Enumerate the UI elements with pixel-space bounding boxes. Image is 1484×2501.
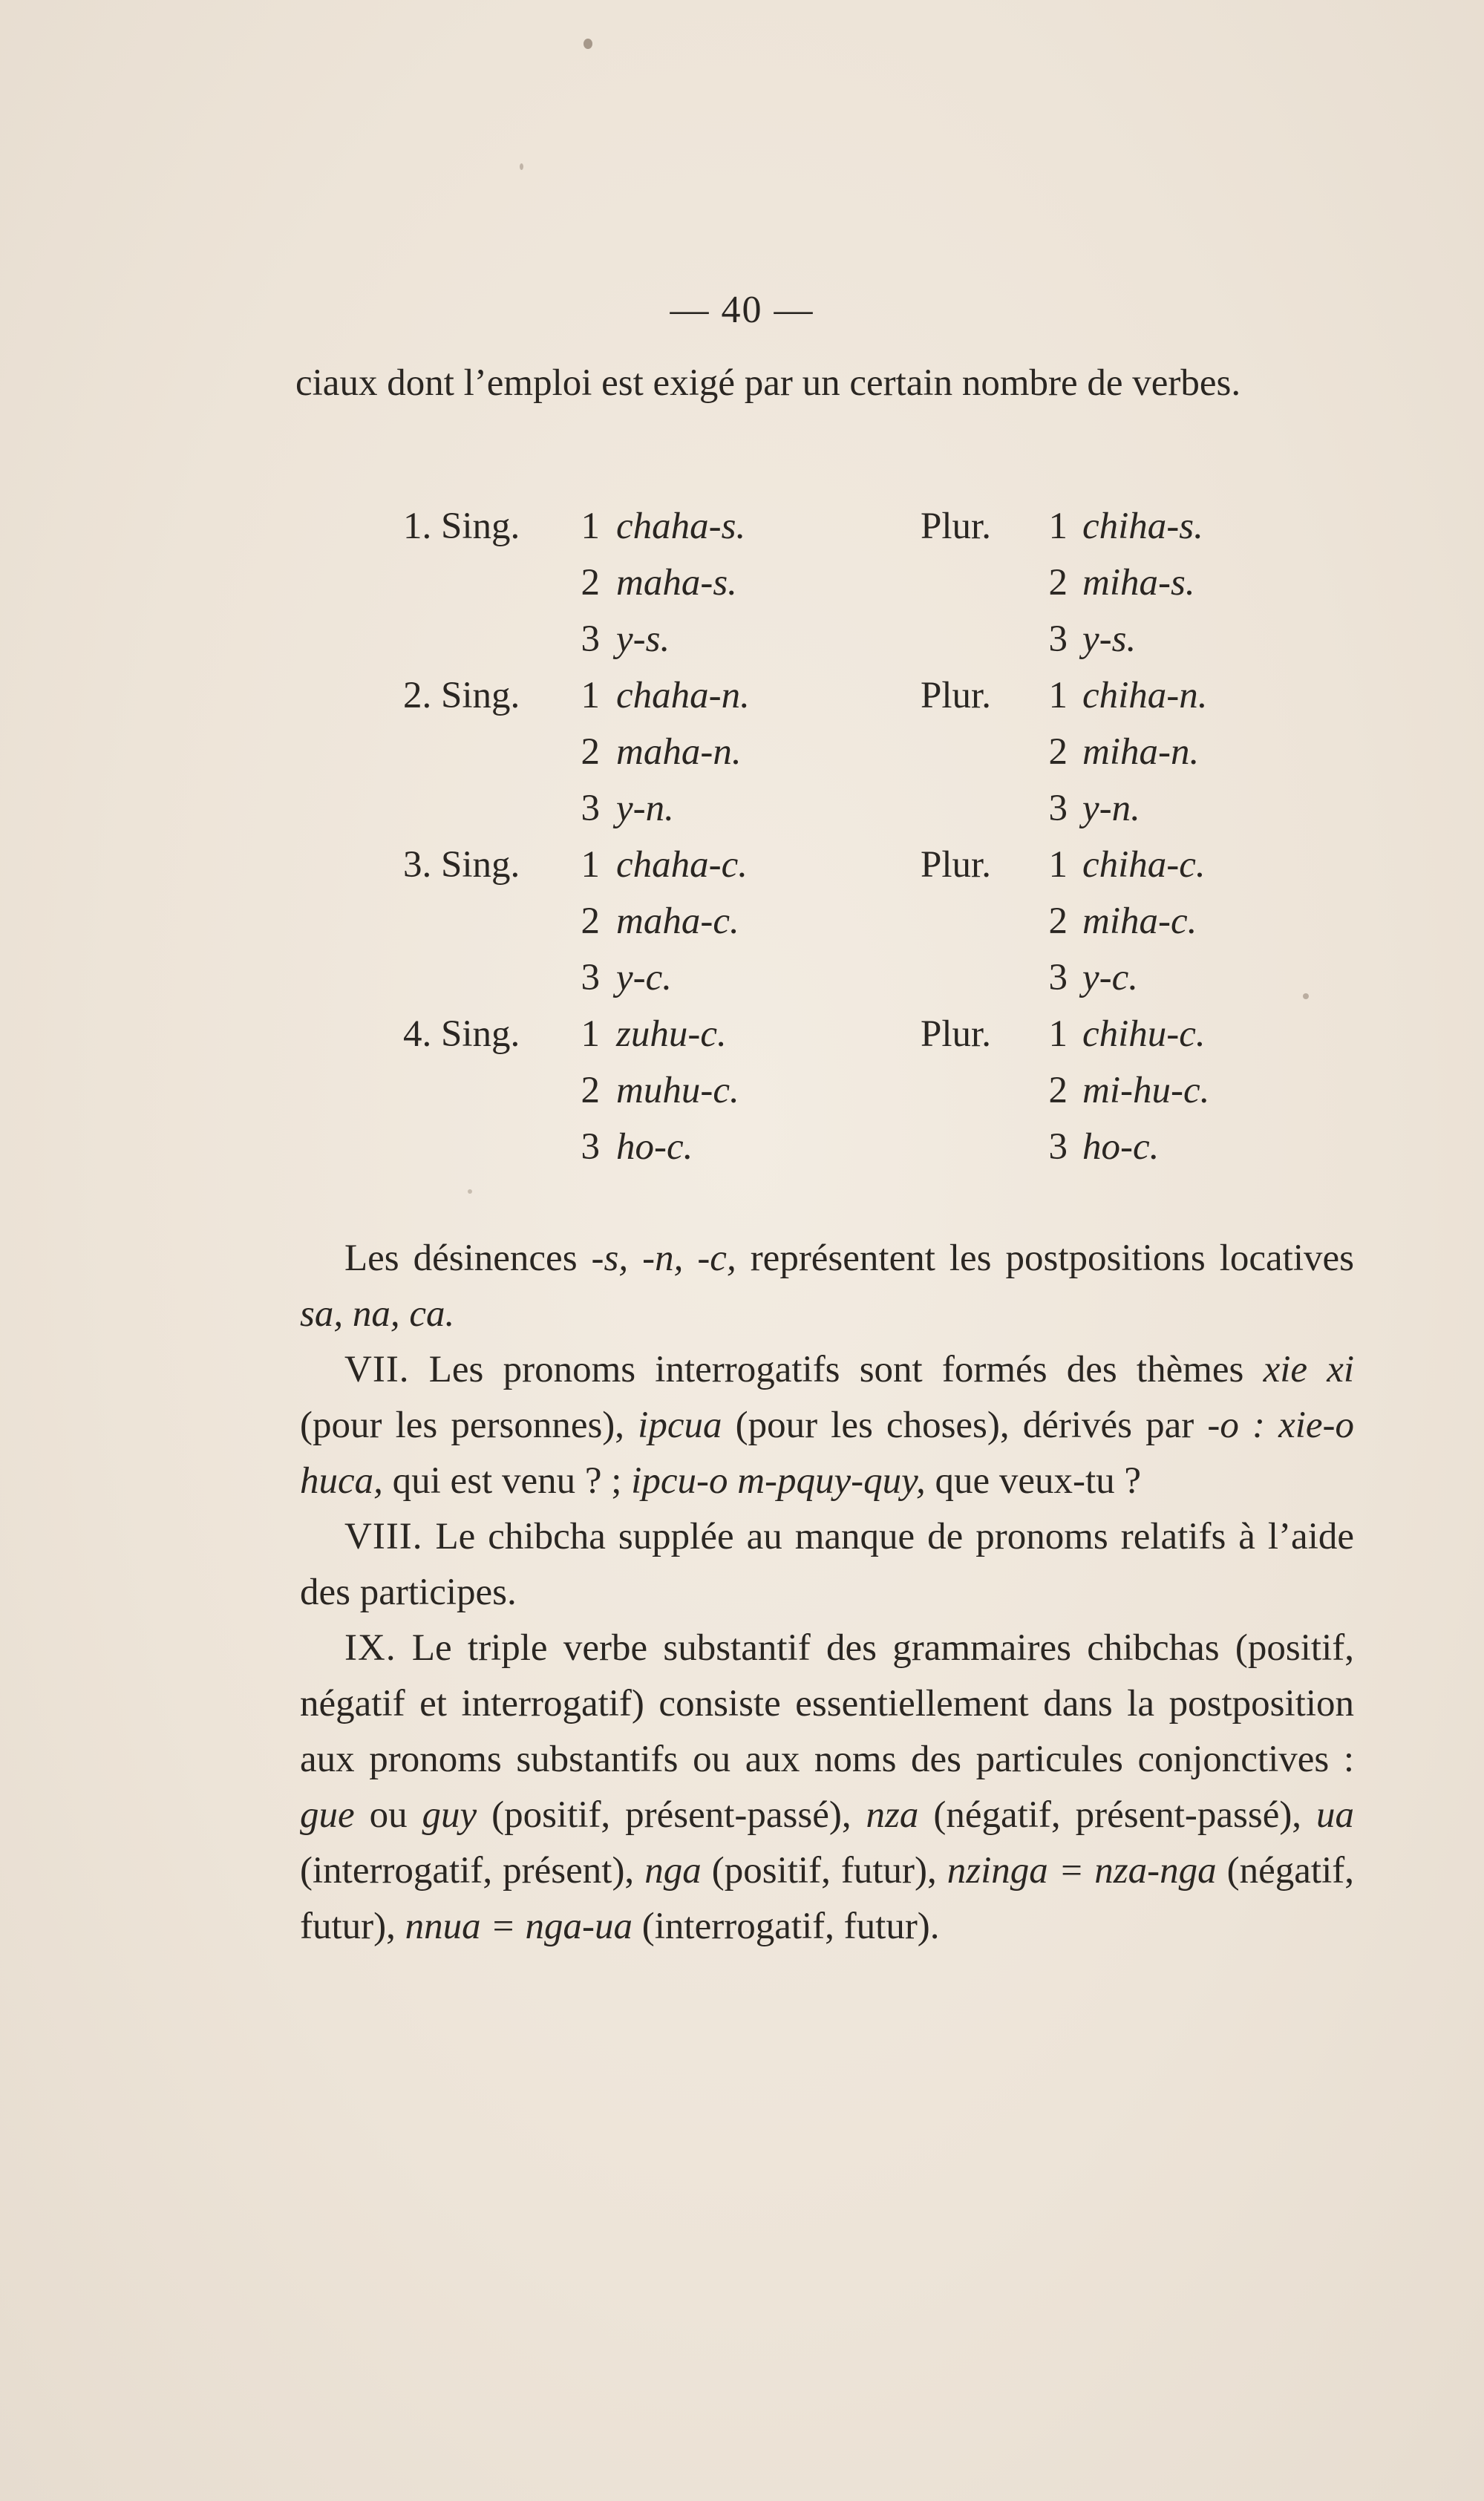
singular-form: y-c. [616, 957, 673, 998]
plural-form: y-s. [1082, 618, 1137, 660]
singular-person: 2 [581, 900, 600, 942]
plural-person: 2 [1048, 1070, 1068, 1111]
ink-speck [584, 39, 592, 49]
text-run: Les pronoms interrogatifs sont formés des thèmes [409, 1349, 1264, 1390]
plural-person: 2 [1048, 562, 1068, 604]
plural-form: chiha-n. [1082, 675, 1208, 716]
singular-form: y-s. [616, 618, 670, 660]
text-run: représentent les postpositions locatives [736, 1238, 1354, 1279]
plural-person: 1 [1048, 506, 1068, 547]
italic-term: ipcu-o m-pquy-quy, [631, 1460, 926, 1502]
text-run: qui est venu ? ; [382, 1460, 632, 1502]
group-label: 4. Sing. [403, 1013, 520, 1055]
singular-person: 3 [581, 788, 600, 829]
text-run: (positif, futur), [701, 1850, 947, 1892]
plural-form: miha-s. [1082, 562, 1195, 604]
ink-speck [520, 163, 523, 170]
group-label: 1. Sing. [403, 506, 520, 547]
paragraph-desinences [300, 1231, 1354, 1342]
conjugation-row [0, 900, 1484, 956]
conjugation-row [0, 787, 1484, 843]
group-label: 3. Sing. [403, 844, 520, 886]
plural-person: 1 [1048, 675, 1068, 716]
plural-person: 3 [1048, 788, 1068, 829]
plural-label: Plur. [921, 844, 991, 886]
plural-person: 3 [1048, 957, 1068, 998]
conjugation-row [0, 505, 1484, 561]
conjugation-row [0, 1069, 1484, 1125]
plural-label: Plur. [921, 675, 991, 716]
italic-term: gue [300, 1794, 355, 1836]
conjugation-row [0, 956, 1484, 1013]
paragraph-viii [300, 1509, 1354, 1621]
singular-form: y-n. [616, 788, 674, 829]
plural-form: mi-hu-c. [1082, 1070, 1210, 1111]
text-run: (pour les personnes), [300, 1405, 638, 1446]
italic-term: nzinga = nza-nga [947, 1850, 1217, 1892]
plural-person: 2 [1048, 900, 1068, 942]
italic-term: ua [1316, 1794, 1354, 1836]
text-run: (négatif, présent-passé), [918, 1794, 1316, 1836]
singular-form: ho-c. [616, 1126, 693, 1168]
singular-person: 2 [581, 731, 600, 773]
italic-term: guy [422, 1794, 477, 1836]
singular-form: muhu-c. [616, 1070, 739, 1111]
plural-person: 3 [1048, 1126, 1068, 1168]
singular-person: 3 [581, 957, 600, 998]
plural-person: 2 [1048, 731, 1068, 773]
singular-person: 3 [581, 618, 600, 660]
text-run: (positif, présent-passé), [477, 1794, 866, 1836]
italic-term: sa, na, ca. [300, 1293, 455, 1335]
singular-form: maha-s. [616, 562, 737, 604]
plural-form: chiha-c. [1082, 844, 1206, 886]
conjugation-row [0, 843, 1484, 900]
singular-form: chaha-c. [616, 844, 748, 886]
singular-person: 2 [581, 1070, 600, 1111]
singular-person: 1 [581, 506, 600, 547]
text-run: que veux-tu ? [925, 1460, 1142, 1502]
section-numeral: VIII. [344, 1516, 423, 1557]
text-run: Le chibcha supplée au manque de pronoms relatifs à l’aide des participes. [300, 1516, 1354, 1613]
plural-person: 3 [1048, 618, 1068, 660]
text-run: (interrogatif, futur). [633, 1906, 940, 1947]
singular-form: maha-c. [616, 900, 739, 942]
italic-term: xie xi [1263, 1349, 1355, 1390]
italic-term: nnua = nga-ua [405, 1906, 633, 1947]
text-run: ou [354, 1794, 422, 1836]
body-text [300, 1231, 1354, 1955]
singular-form: chaha-s. [616, 506, 746, 547]
singular-form: zuhu-c. [616, 1013, 727, 1055]
singular-person: 2 [581, 562, 600, 604]
italic-term: nza [866, 1794, 919, 1836]
paragraph-ix [300, 1621, 1354, 1955]
conjugation-row [0, 674, 1484, 730]
singular-person: 3 [581, 1126, 600, 1168]
conjugation-row [0, 1013, 1484, 1069]
ink-speck [468, 1189, 472, 1194]
section-numeral: VII. [344, 1349, 410, 1390]
text-run: Les désinences [344, 1238, 592, 1279]
plural-label: Plur. [921, 1013, 991, 1055]
plural-form: chiha-s. [1082, 506, 1203, 547]
plural-form: y-c. [1082, 957, 1139, 998]
page-number: — 40 — [670, 289, 814, 331]
italic-term: nga [644, 1850, 702, 1892]
conjugation-row [0, 618, 1484, 674]
plural-form: chihu-c. [1082, 1013, 1206, 1055]
plural-form: ho-c. [1082, 1126, 1160, 1168]
singular-form: chaha-n. [616, 675, 750, 716]
plural-form: miha-n. [1082, 731, 1200, 773]
plural-person: 1 [1048, 844, 1068, 886]
singular-form: maha-n. [616, 731, 742, 773]
text-run: (pour les choses), dérivés par [722, 1405, 1208, 1446]
text-run: (interrogatif, présent), [300, 1850, 645, 1892]
plural-form: y-n. [1082, 788, 1140, 829]
paragraph-vii [300, 1342, 1354, 1509]
text-run: (négatif, futur), [300, 1850, 1354, 1947]
italic-term: -o : xie-o huca, [300, 1405, 1354, 1502]
conjugation-row [0, 1125, 1484, 1182]
section-numeral: IX. [344, 1627, 396, 1669]
singular-person: 1 [581, 1013, 600, 1055]
group-label: 2. Sing. [403, 675, 520, 716]
singular-person: 1 [581, 844, 600, 886]
plural-person: 1 [1048, 1013, 1068, 1055]
conjugation-row [0, 730, 1484, 787]
plural-label: Plur. [921, 506, 991, 547]
italic-term: ipcua [638, 1405, 722, 1446]
intro-text: ciaux dont l’emploi est exigé par un certain nombre de verbes. [295, 362, 1241, 404]
plural-form: miha-c. [1082, 900, 1197, 942]
text-run: Le triple verbe substantif des grammaires chibchas (positif, négatif et interrogatif) consiste essentiellement dans la postposition aux pronoms substantifs ou aux noms des particules conjonctives : [300, 1627, 1354, 1780]
italic-term: -s, -n, -c, [591, 1238, 736, 1279]
conjugation-row [0, 561, 1484, 618]
singular-person: 1 [581, 675, 600, 716]
